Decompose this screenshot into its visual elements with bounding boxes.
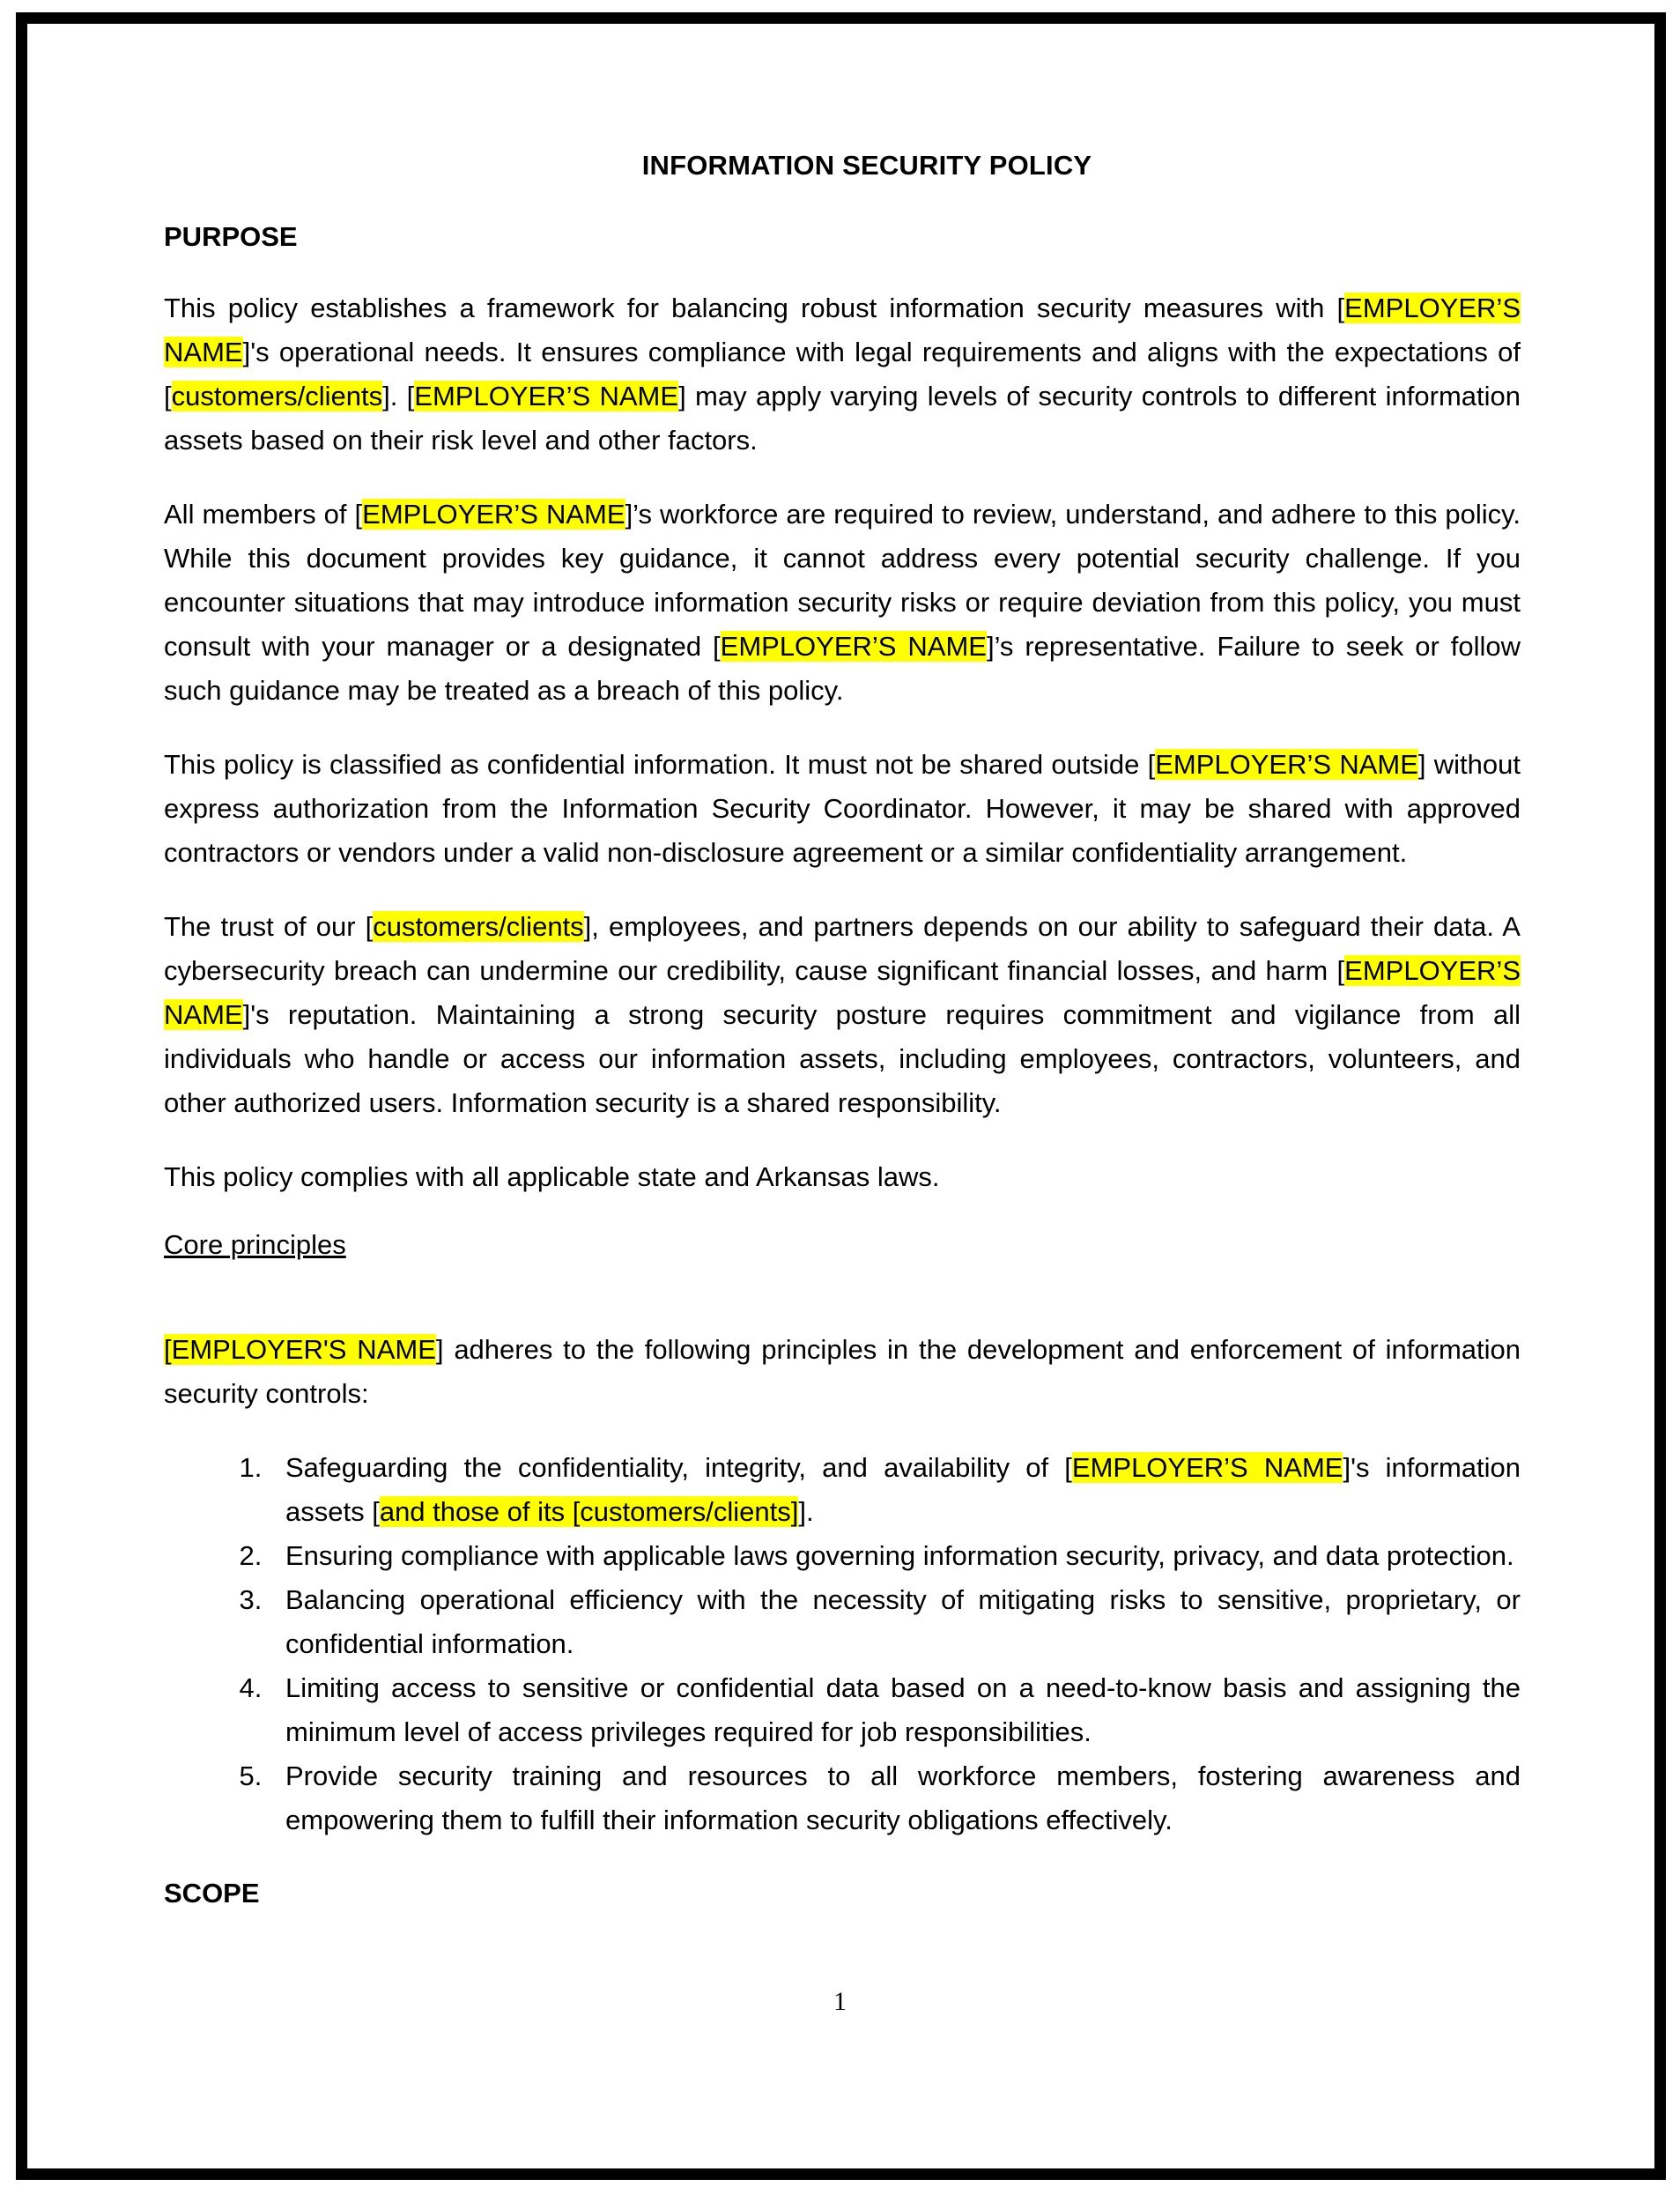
paragraph-purpose-1 bbox=[164, 286, 1521, 463]
text-run: Limiting access to sensitive or confidential data based on a need-to-know basis and assigning the minimum level of access privileges required for job responsibilities. bbox=[285, 1672, 1521, 1747]
text-run: ]’s representative. Failure to seek or follow such guidance may be treated as a breach of this policy. bbox=[164, 631, 1521, 706]
paragraph-purpose-3 bbox=[164, 743, 1521, 875]
highlight-employer-name: EMPLOYER’S NAME bbox=[1155, 749, 1418, 780]
highlight-customers-clients: customers/clients bbox=[373, 911, 584, 942]
list-item bbox=[270, 1578, 1521, 1666]
text-run: ]'s information assets [ bbox=[285, 1452, 1521, 1527]
list-item bbox=[270, 1534, 1521, 1578]
text-run: ]’s workforce are required to review, understand, and adhere to this policy. While this document provides key guidance, it cannot address every potential security challenge. If you encounter situations that may introduce information security risks or require deviation from this policy, you must consult with your manager or a designated [ bbox=[164, 499, 1521, 662]
highlight-customers-clients: customers/clients bbox=[171, 381, 383, 411]
page-number: 1 bbox=[833, 1987, 847, 2016]
text-run: Ensuring compliance with applicable laws governing information security, privacy, and data protection. bbox=[285, 1540, 1514, 1571]
highlight-employer-name: EMPLOYER’S NAME bbox=[362, 499, 625, 530]
document-title: INFORMATION SECURITY POLICY bbox=[641, 150, 1092, 181]
text-run: This policy complies with all applicable state and Arkansas laws. bbox=[164, 1161, 940, 1192]
text-run: ]'s operational needs. It ensures compliance with legal requirements and aligns with the expectations of [ bbox=[164, 337, 1521, 411]
scope-heading: SCOPE bbox=[164, 1878, 260, 1909]
text-run: Provide security training and resources to all workforce members, fostering awareness and empowering them to fulfill their information security obligations effectively. bbox=[285, 1760, 1521, 1835]
list-item bbox=[270, 1666, 1521, 1754]
text-run: The trust of our [ bbox=[164, 911, 374, 942]
document-content bbox=[164, 150, 1521, 1943]
list-item bbox=[270, 1446, 1521, 1534]
paragraph-purpose-2 bbox=[164, 493, 1521, 713]
purpose-heading: PURPOSE bbox=[164, 221, 298, 252]
text-run: ], employees, and partners depends on our ability to safeguard their data. A cybersecurity breach can undermine our credibility, cause significant financial losses, and harm [ bbox=[164, 911, 1521, 986]
text-run: All members of [ bbox=[164, 499, 363, 530]
highlight-employer-name: [EMPLOYER'S NAME bbox=[164, 1334, 436, 1365]
core-principles-heading: Core principles bbox=[164, 1229, 346, 1260]
highlight-employer-name: EMPLOYER’S NAME bbox=[164, 955, 1521, 1030]
highlight-employer-name: EMPLOYER’S NAME bbox=[164, 293, 1521, 367]
list-item bbox=[270, 1754, 1521, 1842]
highlight-employer-name: EMPLOYER’S NAME bbox=[1071, 1452, 1343, 1483]
text-run: ]. [ bbox=[382, 381, 415, 411]
paragraph-core-principles-intro bbox=[164, 1328, 1521, 1416]
text-run: ]'s reputation. Maintaining a strong security posture requires commitment and vigilance from all individuals who handle or access our information assets, including employees, contractors, volunteers, and other authorized users. Information security is a shared responsibility. bbox=[164, 999, 1521, 1118]
highlight-customers-clients: and those of its [customers/clients] bbox=[379, 1496, 799, 1527]
paragraph-state-laws bbox=[164, 1155, 1521, 1199]
text-run: ] without express authorization from the Information Security Coordinator. However, it may be shared with approved contractors or vendors under a valid non-disclosure agreement or a similar confidentiality arrangement. bbox=[164, 749, 1521, 868]
core-principles-list bbox=[164, 1446, 1521, 1842]
text-run: Safeguarding the confidentiality, integrity, and availability of [ bbox=[285, 1452, 1072, 1483]
paragraph-purpose-4 bbox=[164, 905, 1521, 1125]
highlight-employer-name: EMPLOYER’S NAME bbox=[720, 631, 987, 662]
text-run: ] may apply varying levels of security controls to different information assets based on their risk level and other factors. bbox=[164, 381, 1521, 456]
text-run: ]. bbox=[798, 1496, 814, 1527]
highlight-employer-name: EMPLOYER’S NAME bbox=[414, 381, 679, 411]
text-run: ] adheres to the following principles in the development and enforcement of information security controls: bbox=[164, 1334, 1521, 1409]
text-run: This policy establishes a framework for balancing robust information security measures with [ bbox=[164, 293, 1345, 323]
text-run: Balancing operational efficiency with the necessity of mitigating risks to sensitive, proprietary, or confidential information. bbox=[285, 1584, 1521, 1659]
text-run: This policy is classified as confidential information. It must not be shared outside [ bbox=[164, 749, 1156, 780]
core-principles-heading-wrap bbox=[164, 1229, 1521, 1294]
